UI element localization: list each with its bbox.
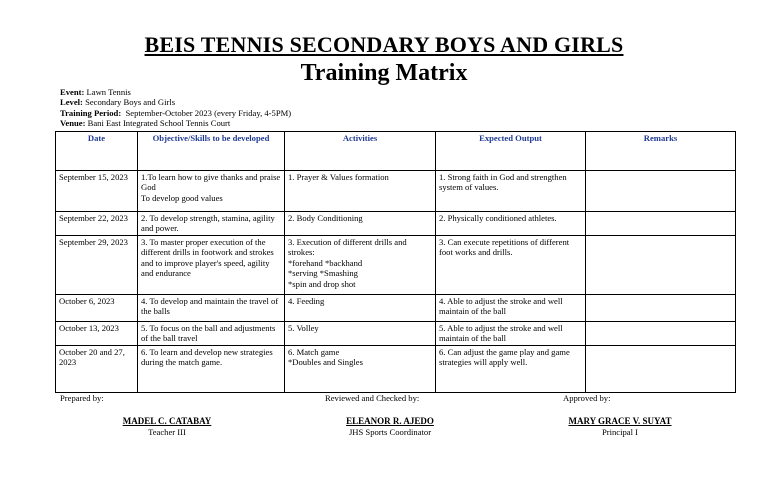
meta-value: Secondary Boys and Girls (82, 97, 176, 108)
table-row (56, 322, 736, 346)
approved-by-label: Approved by: (563, 393, 611, 403)
cell-objective: 5. To focus on the ball and adjustments of the ball travel (138, 322, 285, 346)
meta-label: Event: (60, 87, 85, 97)
cell-activities: 6. Match game *Doubles and Singles (285, 346, 436, 393)
reviewed-by-name: ELEANOR R. AJEDO (346, 416, 434, 426)
cell-remarks (586, 295, 736, 322)
cell-output: 4. Able to adjust the stroke and well maintain of the ball (436, 295, 586, 322)
meta-value: September-October 2023 (every Friday, 4-5PM) (121, 107, 292, 118)
header-remarks: Remarks (586, 132, 736, 171)
cell-objective: 4. To develop and maintain the travel of the balls (138, 295, 285, 322)
cell-remarks (586, 171, 736, 212)
cell-remarks (586, 322, 736, 346)
meta-period (60, 108, 291, 118)
approved-by-role: Principal I (601, 427, 639, 437)
cell-objective: 1.To learn how to give thanks and praise God To develop good values (138, 171, 285, 212)
cell-output: 6. Can adjust the game play and game strategies will apply well. (436, 346, 586, 393)
table-row (56, 171, 736, 212)
cell-output: 3. Can execute repetitions of different foot works and drills. (436, 236, 586, 295)
training-details (60, 87, 291, 129)
meta-level (60, 97, 291, 107)
cell-date: September 29, 2023 (56, 236, 138, 295)
reviewed-by-role: JHS Sports Coordinator (348, 427, 432, 437)
cell-activities: 4. Feeding (285, 295, 436, 322)
prepared-by-label: Prepared by: (60, 393, 104, 403)
cell-remarks (586, 212, 736, 236)
meta-value: Bani East Integrated School Tennis Court (85, 118, 231, 129)
cell-date: September 22, 2023 (56, 212, 138, 236)
document-subtitle: Training Matrix (300, 60, 468, 86)
cell-date: October 6, 2023 (56, 295, 138, 322)
cell-objective: 3. To master proper execution of the different drills in footwork and strokes and to improve player's speed, agility and endurance (138, 236, 285, 295)
table-row (56, 346, 736, 393)
cell-output: 1. Strong faith in God and strengthen system of values. (436, 171, 586, 212)
cell-date: September 15, 2023 (56, 171, 138, 212)
table-header-row (56, 132, 736, 171)
cell-objective: 6. To learn and develop new strategies during the match game. (138, 346, 285, 393)
table-row (56, 236, 736, 295)
table-row (56, 212, 736, 236)
meta-event (60, 87, 291, 97)
cell-activities: 1. Prayer & Values formation (285, 171, 436, 212)
cell-output: 5. Able to adjust the stroke and well maintain of the ball (436, 322, 586, 346)
prepared-by-name: MADEL C. CATABAY (122, 416, 212, 426)
cell-remarks (586, 346, 736, 393)
header-activities: Activities (285, 132, 436, 171)
approved-by-name: MARY GRACE V. SUYAT (568, 416, 672, 426)
meta-label: Level: (60, 97, 83, 108)
cell-date: October 13, 2023 (56, 322, 138, 346)
cell-activities: 5. Volley (285, 322, 436, 346)
cell-activities: 3. Execution of different drills and strokes: *forehand *backhand *serving *Smashing *spin and drop shot (285, 236, 436, 295)
cell-date: October 20 and 27, 2023 (56, 346, 138, 393)
document-title: BEIS TENNIS SECONDARY BOYS AND GIRLS (144, 32, 624, 57)
reviewed-by-label: Reviewed and Checked by: (325, 393, 420, 403)
cell-output: 2. Physically conditioned athletes. (436, 212, 586, 236)
meta-venue (60, 118, 291, 128)
meta-value: Lawn Tennis (84, 87, 131, 97)
cell-objective: 2. To develop strength, stamina, agility and power. (138, 212, 285, 236)
header-expected-output: Expected Output (436, 132, 586, 171)
meta-label: Training Period: (60, 107, 122, 118)
meta-label: Venue: (60, 118, 86, 129)
header-objective: Objective/Skills to be developed (138, 132, 285, 171)
training-matrix-table (55, 131, 736, 393)
prepared-by-role: Teacher III (148, 427, 186, 437)
cell-activities: 2. Body Conditioning (285, 212, 436, 236)
header-date: Date (56, 132, 138, 171)
table-row (56, 295, 736, 322)
cell-remarks (586, 236, 736, 295)
